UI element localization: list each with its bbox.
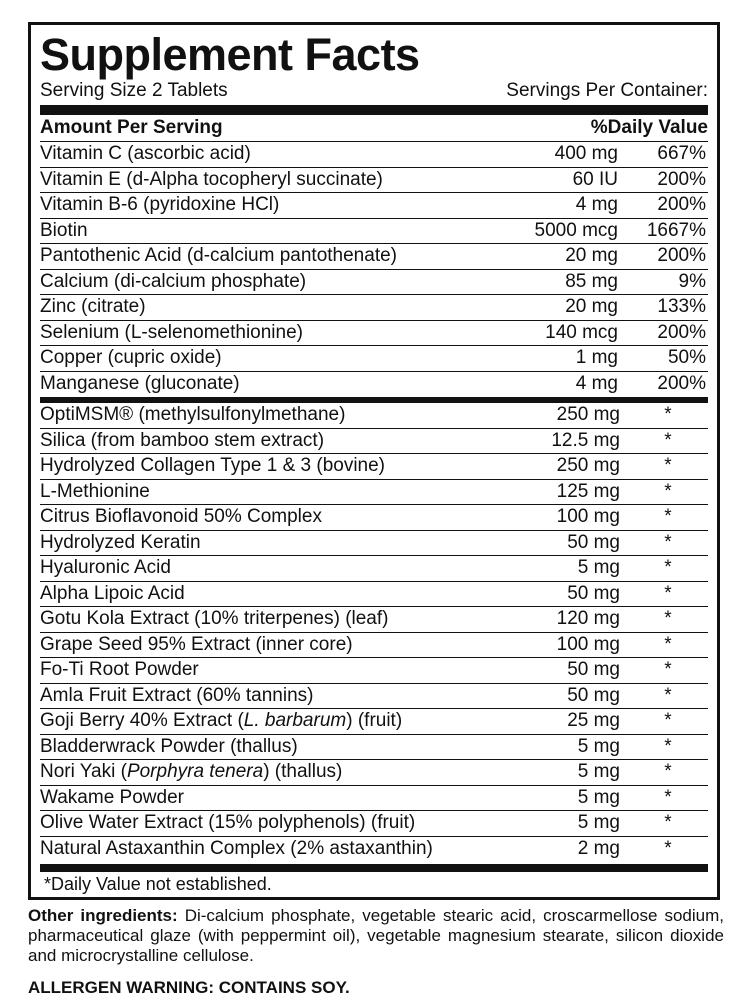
ingredient-row [40, 811, 708, 837]
ingredient-row [40, 193, 708, 219]
ingredient-name: Pantothenic Acid (d-calcium pantothenate) [40, 245, 397, 267]
serving-info [40, 79, 708, 103]
ingredient-amount: 100 mg [556, 633, 620, 655]
ingredient-daily-value: * [664, 608, 672, 630]
ingredient-row [40, 582, 708, 608]
allergen-warning: ALLERGEN WARNING: CONTAINS SOY. [28, 978, 350, 997]
ingredient-name-part: ) (thallus) [263, 761, 343, 783]
ingredient-name: Gotu Kola Extract (10% triterpenes) (leaf) [40, 608, 389, 630]
ingredient-daily-value: 133% [657, 296, 706, 318]
ingredient-amount: 140 mcg [545, 321, 618, 343]
ingredient-daily-value: 50% [667, 347, 706, 369]
ingredient-name: Bladderwrack Powder (thallus) [40, 735, 298, 757]
ingredient-name: OptiMSM® (methylsulfonylmethane) [40, 404, 346, 426]
ingredient-amount: 1 mg [575, 347, 618, 369]
ingredient-daily-value: * [664, 455, 672, 477]
ingredient-row [40, 531, 708, 557]
ingredient-amount: 5000 mcg [534, 219, 618, 241]
ingredient-amount: 5 mg [577, 735, 620, 757]
daily-value-footnote: *Daily Value not established. [44, 874, 272, 894]
ingredient-row [40, 321, 708, 347]
other-ingredients-label: Other ingredients: [28, 906, 178, 925]
supplement-facts-panel [28, 22, 720, 900]
ingredient-amount: 250 mg [556, 404, 620, 426]
ingredient-daily-value: * [664, 786, 672, 808]
ingredient-name: Hyaluronic Acid [40, 557, 171, 579]
ingredient-row [40, 346, 708, 372]
ingredient-name: Biotin [40, 219, 88, 241]
panel-title: Supplement Facts [40, 29, 420, 80]
ingredient-amount: 100 mg [556, 506, 620, 528]
daily-value-header: %Daily Value [590, 117, 708, 138]
servings-per-container: Servings Per Container: [506, 80, 708, 101]
ingredient-row [40, 684, 708, 710]
ingredient-name: Vitamin B-6 (pyridoxine HCl) [40, 194, 280, 216]
ingredient-row [40, 454, 708, 480]
ingredient-amount: 20 mg [565, 296, 618, 318]
ingredient-row [40, 480, 708, 506]
ingredient-amount: 50 mg [567, 659, 620, 681]
ingredient-name: Manganese (gluconate) [40, 373, 240, 395]
ingredient-name: Fo-Ti Root Powder [40, 659, 199, 681]
ingredient-daily-value: * [664, 480, 672, 502]
ingredient-daily-value: 200% [657, 245, 706, 267]
ingredient-amount: 50 mg [567, 582, 620, 604]
ingredient-name: Alpha Lipoic Acid [40, 582, 185, 604]
ingredient-species: L. barbarum [243, 710, 347, 732]
ingredient-name: Copper (cupric oxide) [40, 347, 222, 369]
ingredient-amount: 4 mg [575, 194, 618, 216]
ingredient-daily-value: * [664, 710, 672, 732]
ingredient-row [40, 168, 708, 194]
ingredient-row [40, 658, 708, 684]
ingredient-amount: 5 mg [577, 786, 620, 808]
ingredient-name: Zinc (citrate) [40, 296, 146, 318]
ingredient-name: Citrus Bioflavonoid 50% Complex [40, 506, 322, 528]
serving-size: Serving Size 2 Tablets [40, 80, 228, 101]
ingredient-name: Olive Water Extract (15% polyphenols) (fruit) [40, 812, 416, 834]
ingredient-amount: 5 mg [577, 812, 620, 834]
ingredient-daily-value: 1667% [646, 219, 706, 241]
ingredient-daily-value: * [664, 633, 672, 655]
ingredient-amount: 2 mg [577, 838, 620, 860]
ingredient-name: Silica (from bamboo stem extract) [40, 429, 325, 451]
ingredient-daily-value: * [664, 506, 672, 528]
ingredient-row [40, 633, 708, 659]
ingredient-name-part: ) (fruit) [346, 710, 403, 732]
ingredient-row [40, 607, 708, 633]
ingredient-row [40, 786, 708, 812]
ingredient-row [40, 372, 708, 398]
ingredient-amount: 12.5 mg [551, 429, 620, 451]
panel-inner [40, 31, 708, 897]
ingredient-name [40, 761, 500, 783]
ingredient-daily-value: * [664, 838, 672, 860]
ingredient-list [40, 403, 708, 862]
ingredient-row [40, 837, 708, 863]
ingredient-row [40, 295, 708, 321]
ingredient-row [40, 244, 708, 270]
ingredient-daily-value: * [664, 582, 672, 604]
ingredient-daily-value: 200% [657, 194, 706, 216]
bottom-divider [40, 864, 708, 872]
ingredient-daily-value: 667% [657, 143, 706, 165]
ingredient-daily-value: * [664, 761, 672, 783]
ingredient-daily-value: 9% [678, 270, 706, 292]
amount-per-serving-header: Amount Per Serving [40, 117, 223, 138]
ingredient-amount: 25 mg [567, 710, 620, 732]
ingredient-row [40, 219, 708, 245]
ingredient-name-part: Nori Yaki ( [40, 761, 127, 783]
ingredient-row [40, 403, 708, 429]
ingredient-name [40, 710, 500, 732]
ingredient-name: L-Methionine [40, 480, 150, 502]
ingredient-name: Hydrolyzed Collagen Type 1 & 3 (bovine) [40, 455, 386, 477]
ingredient-daily-value: * [664, 812, 672, 834]
column-header [40, 115, 708, 142]
ingredient-name: Hydrolyzed Keratin [40, 531, 201, 553]
ingredient-daily-value: * [664, 429, 672, 451]
other-ingredients [28, 906, 724, 966]
ingredient-daily-value: * [664, 735, 672, 757]
ingredient-amount: 50 mg [567, 684, 620, 706]
ingredient-amount: 120 mg [556, 608, 620, 630]
ingredient-daily-value: * [664, 659, 672, 681]
ingredient-amount: 20 mg [565, 245, 618, 267]
ingredient-name: Vitamin C (ascorbic acid) [40, 143, 251, 165]
ingredient-daily-value: 200% [657, 168, 706, 190]
ingredient-row [40, 429, 708, 455]
ingredient-amount: 400 mg [554, 143, 618, 165]
ingredient-name: Natural Astaxanthin Complex (2% astaxanthin) [40, 838, 433, 860]
ingredient-amount: 250 mg [556, 455, 620, 477]
ingredient-daily-value: * [664, 557, 672, 579]
ingredient-daily-value: * [664, 531, 672, 553]
ingredient-row [40, 142, 708, 168]
ingredient-name: Selenium (L-selenomethionine) [40, 321, 303, 343]
ingredient-amount: 50 mg [567, 531, 620, 553]
ingredient-name: Grape Seed 95% Extract (inner core) [40, 633, 353, 655]
ingredient-row [40, 556, 708, 582]
ingredient-row [40, 270, 708, 296]
ingredient-amount: 60 IU [572, 168, 618, 190]
ingredient-row [40, 760, 708, 786]
vitamin-list [40, 142, 708, 397]
other-ingredients-text: Di-calcium phosphate, vegetable stearic acid, croscarmellose sodium, pharmaceutical glaze (with peppermint oil), vegetable magnesium stearate, silicon dioxide and microcrystalline cellulose. [28, 906, 724, 965]
ingredient-name-part: Goji Berry 40% Extract ( [40, 710, 244, 732]
ingredient-name: Amla Fruit Extract (60% tannins) [40, 684, 314, 706]
ingredient-daily-value: * [664, 684, 672, 706]
ingredient-name: Vitamin E (d-Alpha tocopheryl succinate) [40, 168, 383, 190]
ingredient-amount: 85 mg [565, 270, 618, 292]
ingredient-name: Wakame Powder [40, 786, 184, 808]
ingredient-species: Porphyra tenera [126, 761, 264, 783]
ingredient-row [40, 709, 708, 735]
ingredient-amount: 125 mg [556, 480, 620, 502]
ingredient-name: Calcium (di-calcium phosphate) [40, 270, 307, 292]
ingredient-amount: 4 mg [575, 373, 618, 395]
ingredient-amount: 5 mg [577, 761, 620, 783]
ingredient-row [40, 505, 708, 531]
ingredient-amount: 5 mg [577, 557, 620, 579]
thick-divider [40, 105, 708, 115]
ingredient-daily-value: 200% [657, 321, 706, 343]
ingredient-daily-value: 200% [657, 373, 706, 395]
ingredient-row [40, 735, 708, 761]
ingredient-daily-value: * [664, 404, 672, 426]
